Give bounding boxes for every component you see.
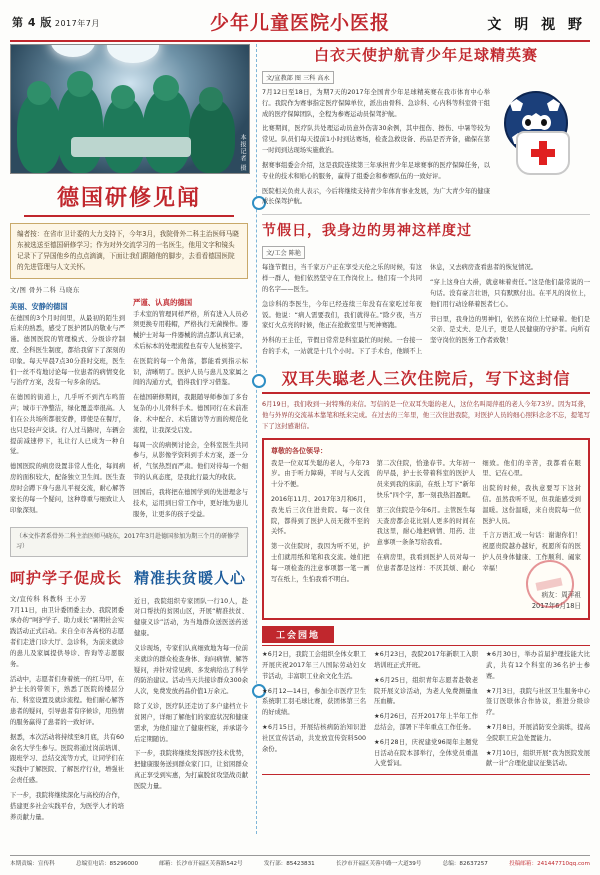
article-title-germany: 德国研修见闻 [10,181,248,217]
list-item: ★6月15日，开展结核病防治知识进社区宣传活动，共发放宣传资料500余份。 [262,724,366,753]
paragraph: 医院相关负责人表示，今后将继续支持青少年体育事业发展，为广大青少年的健康成长保驾护航。 [262,187,490,206]
letter-body [262,438,590,621]
issue-date: 2017年7月 [54,19,100,28]
paragraph: 2016年11月、2017年3月和6月，我先后三次住进贵院。每一次住院，都得到了医护人员无微不至的关怀。 [271,496,370,536]
footer-item: 总编：82637257 [442,861,488,867]
footer-editor: 本期责编：宣传科 [10,861,55,867]
article-title-holiday: 节假日，我身边的男神这样度过 [262,223,472,240]
paragraph: 除了义诊，医疗队还走访了多户建档立卡贫困户，详细了解他们的家庭状况和健康需求，为他们建立了健康档案，并承诺今后定期随访。 [134,703,248,743]
list-item: ★6月2日，我院工会组织全体女职工开展庆祝2017年三八国际劳动妇女节活动，丰富职工业余文化生活。 [262,651,366,680]
footer-item: 长沙市开福区芙蓉中路一大道39号 [335,861,422,867]
paragraph: 在德国研修期间，我跟随导师参加了多台复杂的小儿骨科手术。德国同行在术前准备、术中配合、术后随访等方面的规范化流程，让我深受启发。 [133,394,248,434]
page-number: 第 4 版 [12,16,52,29]
paragraph: 在德国的街道上，几乎听不到汽车鸣笛声；城市干净整洁，绿化覆盖率很高。人们在公共场所都很安静，即使是在餐厅，也只是轻声交谈。行人过马路时，车辆会提前减速停下，礼让行人已成为一种自觉。 [10,394,125,456]
paragraph: 比赛期间，医疗队共处理运动员意外伤害30余例，其中扭伤、擦伤、中暑等较为常见。队员们每天提前1小时到达赛场，检查急救设备、药品是否齐备，确保在第一时间到达现场实施救治。 [262,125,490,155]
list-item: ★6月25日，组织青年志愿者赴敬老院开展义诊活动，为老人免费测量血压血糖。 [374,676,478,706]
article-letter [262,366,590,620]
paragraph: 在病房里，我看到医护人员对每一位患者都是这样：不厌其烦、耐心细致。他们的辛苦，我都看在眼里、记在心里。 [376,459,581,572]
paragraph: 外科的王主任，节假日常常是科室最忙的时候。一台接一台的手术，一站就是十几个小时。下了手术台，他顾不上休息，又去病房查看患者的恢复情况。 [262,264,538,356]
list-item: ★7月3日，我院与社区卫生服务中心签订医联体合作协议，推进分级诊疗。 [486,687,590,717]
list-item: ★6月26日，召开2017年上半年工作总结会，部署下半年重点工作任务。 [374,713,478,731]
paragraph: 千言万语汇成一句话：谢谢你们！祝愿贵院越办越好，祝愿所有的医护人员身体健康、工作顺利、阖家幸福！ [482,532,581,572]
letter-signature-date: 2017年6月18日 [531,601,581,610]
columns [10,44,590,834]
paragraph: 据悉，本次活动将持续至8月底，共有60余名大学生参与。医院将通过岗前培训、跟班学习、总结交流等方式，让同学们在实践中了解医院、了解医疗行业，增强社会责任感。 [10,733,124,785]
editor-note: 编者按：在省市卫计委的大力支持下，今年3月，我院骨外二科主治医师马晓东被选送至德国研修学习；作为对外交流学习的一名医生，他用文字和镜头记录下了异国他乡的点点滴滴，下面让我们跟随他的脚步，去看看德国医院的先进管理与人文关怀。 [10,223,248,279]
column-divider [256,44,257,834]
paragraph: 7月12日至18日，为期7天的2017年全国青少年足球精英赛在我市体育中心举行。我院作为赛事指定医疗保障单位，派出由骨科、急诊科、心内科等科室骨干组成的医疗保障团队，全程为参赛运动员保驾护航。 [262,89,490,118]
union-header: 工会园地 [262,626,334,643]
source-football: 文/宣教部 图 三科 高永 [262,71,334,84]
list-item: ★7月10日，组织开展“我为医院发展献一计”合理化建议征集活动。 [486,749,590,768]
list-item: ★6月12—14日，参加全市医疗卫生系统职工羽毛球比赛，获团体第三名的好成绩。 [262,687,366,717]
paragraph: 回国后，我将把在德国学到的先进理念与技术，运用到日常工作中，更好地为患儿服务，让更多的孩子受益。 [133,488,248,518]
article-footnote: （本文作者系骨外二科主治医师马晓东，2017年3月赴德国参加为期三个月的研修学习） [10,527,248,556]
footer-item: 总编室电话：85296000 [75,861,139,867]
paragraph: 活动中，志愿者们身着统一的红马甲，在护士长的带领下，熟悉了医院的楼层分布、科室设置及就诊流程。他们耐心解答患者的疑问，引导患者有序候诊，用热情的服务赢得了患者的一致好评。 [10,675,124,726]
article-football [262,44,590,208]
newspaper-logo: 少年儿童医院小医报 [209,12,391,34]
paragraph: 在医院的每一个角落，都能看到指示标识，清晰明了。医护人员与患儿及家属之间的沟通方式，值得我们学习借鉴。 [133,357,248,387]
paragraph: 第三次住院是今年6月。主管医生每天查房都会花比别人更多的时间在我这里，耐心地把病情、用药、注意事项一条条写给我看。 [376,506,476,547]
article-title-students: 呵护学子促成长 [10,568,123,587]
mascot-body [516,131,570,175]
mascot-illustration [496,79,588,175]
page-footer [10,855,590,867]
source-holiday: 文/工会 陈艳 [262,246,305,259]
paragraph: 节日里，我身边的男神们，依然在岗位上忙碌着。他们是父亲、是丈夫、是儿子，更是人民健康的守护者。向所有坚守岗位的医务工作者致敬！ [430,315,590,345]
paragraph: 我是一位双耳失聪的老人，今年73岁。由于听力障碍，平时与人交流十分不便。 [271,459,370,489]
article-poverty [134,567,248,828]
letter-lead: 6月19日，我们收到一封特殊的来信。写信的是一位双耳失聪的老人，这位名叫周萍祖的老人今年73岁。因为耳聋，他与外界的交流基本靠笔和纸来完成。在过去的三年里，他三次住进我院，对医护人员的细心照料念念不忘，提笔写下了这封感谢信。 [262,399,590,431]
union-section [262,626,590,775]
article-title-poverty: 精准扶贫暖人心 [134,568,247,587]
paragraph: “穿上这身白大褂，就意味着责任。”这是他们最常说的一句话。没有豪言壮语，只有默默付出。在平凡的岗位上，他们用行动诠释着医者仁心。 [430,279,590,308]
right-column [262,44,590,834]
paragraph: 每周一次的病例讨论会，全科室医生共同参与，从影像学资料到手术方案，逐一分析，气氛热烈而严肃。他们对待每一个细节的认真态度，是我此行最大的收获。 [133,441,248,482]
paragraph: 德国医院的病房设置非常人性化，每间病房的面积较大，配备独立卫生间。医生查房时会蹲下身与患儿平视交流，耐心解答家长的每一个疑问，这种尊重与细致让人印象深刻。 [10,463,125,514]
paragraph: 义诊现场，专家们认真细致地为每一位前来就诊的群众检查身体、询问病情、解答疑问，并针对常见病、多发病给出了科学的防治建议。活动当天共接诊群众300余人次，免费发放药品价值1万余元。 [134,644,248,696]
article-holiday [262,220,590,358]
paragraph: 手术室的管理同样严格，所有进入人员必须更换专用鞋帽，严格执行无菌操作。器械护士对每一件器械的清点都认真记录，术后标本的处理流程也有专人复核签字。 [133,310,248,350]
letter-signature-name: 病友：周萍祖 [541,590,581,599]
footer-item: 邮箱：长沙市开福区芙蓉路542号 [159,861,243,867]
paragraph: 下一步，我院将继续发挥医疗技术优势，把健康服务送到群众家门口，让贫困群众真正享受到实惠，为打赢脱贫攻坚战贡献医院力量。 [134,750,248,790]
photo-caption: 本报记者 摄 [239,134,246,172]
paragraph: 第一次住院时，我因为听不见，护士们就用纸和笔和我交流。她们把每一项检查的注意事项都一笔一画写在纸上，生怕我看不明白。 [271,543,370,583]
list-item: ★7月8日，开展消防安全演练，提高全院职工应急处置能力。 [486,724,590,742]
paragraph: 近日，我院组织专家团队一行10人，赴对口帮扶的贫困山区，开展“精准扶贫、健康义诊”活动，为当地群众送医送药送健康。 [134,597,248,638]
surgery-photo [10,44,250,174]
list-item: ★6月28日，庆祝建党96周年主题党日活动在院本部举行，全体党员重温入党誓词。 [374,738,478,768]
footer-item: 发行部：85423831 [263,861,315,867]
paragraph: 每逢节假日，当千家万户正在享受天伦之乐的时候，有这样一群人，他们依然坚守在工作岗位上。他们有一个共同的名字——医生。 [262,264,422,293]
byline-germany: 文/图 骨外二科 马晓东 [10,285,80,294]
article-title-letter: 双耳失聪老人三次住院后，写下这封信 [281,368,571,388]
paragraph: 据赛事组委会介绍，这是我院连续第三年承担青少年足球赛事的医疗保障任务，以专业的技术和贴心的服务，赢得了组委会和参赛队伍的一致好评。 [262,161,490,180]
paragraph: 急诊科的李医生，今年已经连续三年没有在家吃过年夜饭。他说：“病人需要我们，我们就得在。”除夕夜，当万家灯火点亮的时候，他正在抢救室里与死神赛跑。 [262,300,422,330]
paragraph: 出院的时候，我执意要写下这封信。虽然我听不见，但我能感受到温暖。这份温暖，来自贵院每一位医护人员。 [482,485,581,525]
masthead [10,8,590,42]
list-item: ★6月23日，我院2017年新职工入职培训班正式开班。 [374,651,478,669]
paragraph: 第二次住院，恰逢春节。大年初一的早晨，护士长带着科室的医护人员来到我的床前，在纸上写下“新年快乐”四个字，那一刻我热泪盈眶。 [376,459,476,499]
page-number-date [12,14,100,30]
byline-students: 文/宣传科 科教科 王小芳 [10,594,87,603]
paragraph: 下一步，我院将继续深化与高校的合作，搭建更多社会实践平台，为医学人才的培养贡献力量。 [10,791,124,821]
subheading-1: 美丽、安静的德国 [10,301,68,311]
paragraph: 在德国的3个月时间里，从最初的陌生到后来的熟悉，感受了医护团队的敬业与严谨。德国医院的管理模式、分级诊疗制度、全科医生制度，都给我留下了深刻的印象。每天早晨7点30分准时交班，医生们一丝不苟地讨论每一位患者的病情变化与治疗方案，没有一句多余的话。 [10,314,125,387]
left-column [10,44,248,834]
subheading-2: 严谨、认真的德国 [133,297,193,307]
section-title: 文 明 视 野 [487,17,586,33]
list-item: ★6月30日，举办首届护理技能大比武，共有12个科室的36名护士参赛。 [486,651,590,680]
paragraph: 7月11日，由卫计委团委主办、我院团委承办的“呵护学子、助力成长”暑期社会实践活动正式启动。来自全市各高校的志愿者们走进门诊大厅、急诊科，为前来就诊的患儿及家属提供导诊、咨询等志愿服务。 [10,606,124,668]
footer-email: 投稿邮箱：241447710qq.com [509,861,590,867]
germany-article-body [10,297,248,524]
article-title-football: 白衣天使护航青少年足球精英赛 [313,46,538,64]
article-students [10,567,124,828]
letter-salutation: 尊敬的各位领导： [271,446,327,455]
